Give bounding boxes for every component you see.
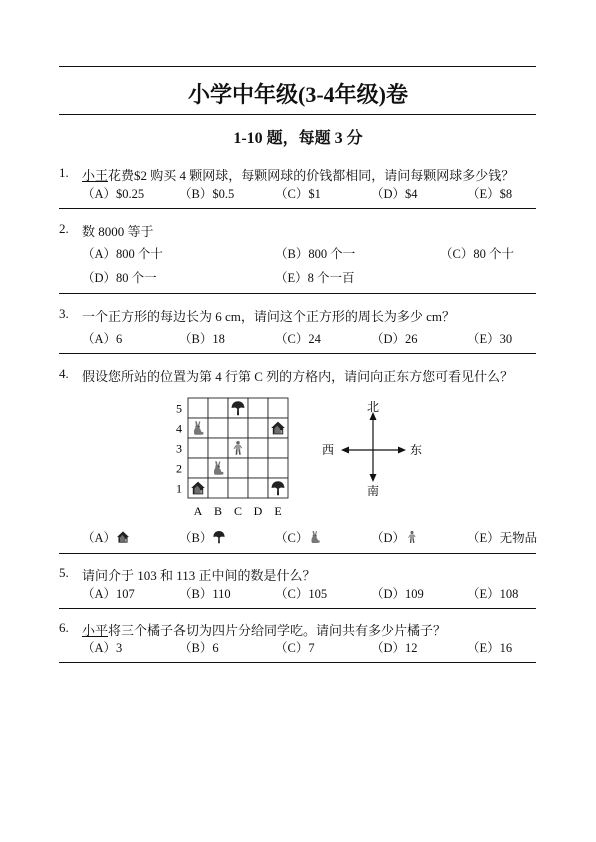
grid-cell bbox=[228, 418, 248, 438]
q6-option-e[interactable]: （E）16 bbox=[467, 641, 513, 655]
divider-4 bbox=[59, 553, 536, 554]
q4-option-a-label: （A） bbox=[82, 531, 117, 545]
south-label: 南 bbox=[366, 484, 380, 498]
q4-option-d[interactable] bbox=[371, 528, 419, 546]
grid-col-label: B bbox=[213, 504, 223, 518]
q4-option-b-label: （B） bbox=[179, 531, 213, 545]
question-1-body: 花费$2 购买 4 颗网球，每颗网球的价钱都相同，请问每颗网球多少钱？ bbox=[108, 168, 515, 183]
grid-cell bbox=[248, 398, 268, 418]
grid-row-label: 2 bbox=[176, 461, 182, 476]
grid-cell bbox=[208, 418, 228, 438]
east-label: 东 bbox=[410, 443, 423, 457]
question-1-number: 1. bbox=[59, 165, 69, 180]
divider-6 bbox=[59, 662, 536, 663]
q2-option-e[interactable]: （E）8 个一百 bbox=[275, 271, 355, 285]
q5-option-c[interactable]: （C）105 bbox=[275, 587, 328, 601]
q2-option-a[interactable]: （A）800 个十 bbox=[82, 247, 163, 261]
compass bbox=[322, 400, 422, 498]
exam-subtitle: 1-10 题，每题 3 分 bbox=[233, 130, 363, 147]
q5-option-d[interactable]: （D）109 bbox=[371, 587, 424, 601]
q3-option-e[interactable]: （E）30 bbox=[467, 332, 513, 346]
question-6-text bbox=[82, 620, 446, 639]
west-arrow bbox=[341, 447, 349, 454]
grid-cell bbox=[188, 398, 208, 418]
question-3-number: 3. bbox=[59, 306, 69, 321]
west-label: 西 bbox=[321, 443, 334, 457]
grid-cell bbox=[228, 458, 248, 478]
grid-cell bbox=[188, 458, 208, 478]
grid-row-label: 1 bbox=[176, 481, 182, 496]
q1-option-b[interactable]: （B）$0.5 bbox=[179, 187, 235, 201]
grid-cell bbox=[228, 478, 248, 498]
question-4-text: 假设您所站的位置为第 4 行第 C 列的方格内，请问向正东方您可看见什么？ bbox=[82, 369, 514, 384]
question-1-name: 小王 bbox=[82, 168, 109, 183]
divider-2 bbox=[59, 293, 536, 294]
exam-title: 小学中年级(3-4年级)卷 bbox=[188, 82, 408, 107]
grid-cell bbox=[268, 438, 288, 458]
grid-cell bbox=[208, 478, 228, 498]
grid-row-label: 4 bbox=[176, 421, 182, 436]
q1-option-e[interactable]: （E）$8 bbox=[467, 187, 513, 201]
q5-option-b[interactable]: （B）110 bbox=[179, 587, 231, 601]
grid-col-label: A bbox=[193, 504, 203, 518]
grid-cell bbox=[248, 438, 268, 458]
question-2-text: 数 8000 等于 bbox=[82, 224, 154, 239]
q4-option-e[interactable]: （E）无物品 bbox=[467, 531, 538, 545]
grid-col-label: E bbox=[274, 504, 282, 518]
q4-option-d-label: （D） bbox=[371, 531, 406, 545]
q4-option-c[interactable] bbox=[275, 528, 322, 546]
house-icon bbox=[116, 530, 130, 544]
question-5-text: 请问介于 103 和 113 正中间的数是什么？ bbox=[82, 568, 316, 583]
grid-col-label: D bbox=[253, 504, 263, 518]
q6-option-a[interactable]: （A）3 bbox=[82, 641, 123, 655]
question-6-body: 将三个橘子各切为四片分给同学吃。请问共有多少片橘子？ bbox=[108, 623, 447, 638]
question-1-text bbox=[82, 165, 514, 184]
south-arrow bbox=[370, 474, 377, 482]
grid-cell bbox=[208, 438, 228, 458]
q2-option-d[interactable]: （D）80 个一 bbox=[82, 271, 157, 285]
q3-option-c[interactable]: （C）24 bbox=[275, 332, 321, 346]
question-3-text: 一个正方形的每边长为 6 cm，请问这个正方形的周长为多少 cm？ bbox=[82, 309, 456, 324]
q4-option-b[interactable] bbox=[179, 528, 226, 546]
question-6-number: 6. bbox=[59, 620, 69, 635]
q6-option-b[interactable]: （B）6 bbox=[179, 641, 219, 655]
q3-option-a[interactable]: （A）6 bbox=[82, 332, 123, 346]
q1-option-c[interactable]: （C）$1 bbox=[275, 187, 321, 201]
location-grid bbox=[176, 398, 288, 518]
grid-cell bbox=[268, 458, 288, 478]
q4-figure bbox=[160, 392, 440, 522]
q2-option-c[interactable]: （C）80 个十 bbox=[440, 247, 514, 261]
grid-row-label: 5 bbox=[176, 401, 182, 416]
grid-cell bbox=[268, 398, 288, 418]
title-rule bbox=[59, 114, 536, 115]
q1-option-d[interactable]: （D）$4 bbox=[371, 187, 418, 201]
q1-option-a[interactable]: （A）$0.25 bbox=[82, 187, 145, 201]
q6-option-d[interactable]: （D）12 bbox=[371, 641, 418, 655]
rabbit-icon bbox=[308, 530, 322, 544]
divider-3 bbox=[59, 353, 536, 354]
divider-5 bbox=[59, 608, 536, 609]
top-rule bbox=[59, 66, 536, 67]
q5-option-e[interactable]: （E）108 bbox=[467, 587, 519, 601]
grid-row-label: 3 bbox=[176, 441, 182, 456]
question-2-number: 2. bbox=[59, 221, 69, 236]
question-6-name: 小平 bbox=[82, 623, 109, 638]
question-5-number: 5. bbox=[59, 565, 69, 580]
person-icon bbox=[405, 530, 419, 544]
grid-cell bbox=[248, 478, 268, 498]
q2-option-b[interactable]: （B）800 个一 bbox=[275, 247, 356, 261]
east-arrow bbox=[398, 447, 406, 454]
tree-icon bbox=[212, 530, 226, 544]
q4-option-c-label: （C） bbox=[275, 531, 309, 545]
grid-col-label: C bbox=[233, 504, 243, 518]
north-label: 北 bbox=[366, 400, 380, 414]
q6-option-c[interactable]: （C）7 bbox=[275, 641, 315, 655]
q3-option-d[interactable]: （D）26 bbox=[371, 332, 418, 346]
grid-cell bbox=[188, 438, 208, 458]
q4-option-a[interactable] bbox=[82, 528, 130, 546]
grid-cell bbox=[248, 458, 268, 478]
q5-option-a[interactable]: （A）107 bbox=[82, 587, 135, 601]
question-4-number: 4. bbox=[59, 366, 69, 381]
q3-option-b[interactable]: （B）18 bbox=[179, 332, 225, 346]
grid-cell bbox=[248, 418, 268, 438]
divider-1 bbox=[59, 208, 536, 209]
grid-cell bbox=[208, 398, 228, 418]
